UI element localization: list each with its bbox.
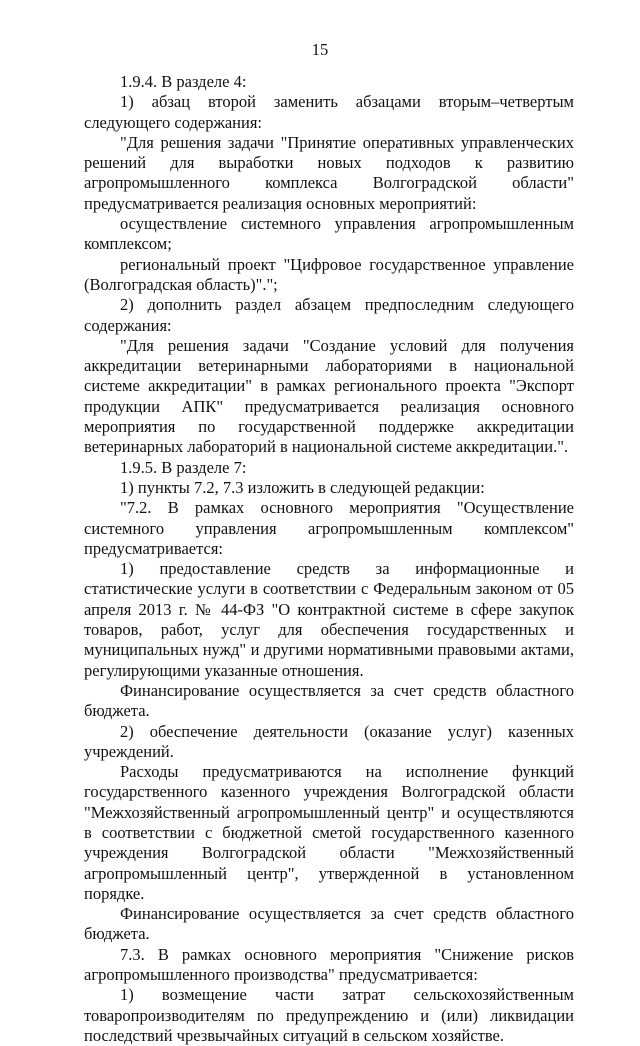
section-heading-7: 1.9.5. В разделе 7: xyxy=(120,457,247,477)
paragraph: "Для решения задачи "Создание условий для получения аккредитации ветеринарными лабораториями в национальной системе аккредитации" в рамках регионального проекта "Экспорт продукции АПК" предусматривается реализация основного мероприятия по государственной поддержке аккредитации ветеринарных лабораторий в национальной системе аккредитации.". xyxy=(84,335,574,457)
paragraph: Финансирование осуществляется за счет средств областного бюджета. xyxy=(84,680,574,721)
page-number: 15 xyxy=(311,40,329,59)
paragraph: "Для решения задачи "Принятие оперативных управленческих решений для выработки новых подходов к развитию агропромышленного комплекса Волгоградской области" предусматривается реализация основных мероприятий: xyxy=(84,132,574,213)
paragraph: "7.2. В рамках основного мероприятия "Осуществление системного управления агропромышленным комплексом" предусматривается: xyxy=(84,498,574,558)
paragraph: 1) пункты 7.2, 7.3 изложить в следующей редакции: xyxy=(120,477,485,497)
paragraph: 1) абзац второй заменить абзацами вторым–четвертым следующего содержания: xyxy=(84,92,574,132)
paragraph: Расходы предусматриваются на исполнение функций государственного казенного учреждения Волгоградской области "Межхозяйственный агропромышленный центр" и осуществляются в соответствии с бюджетной сметой государственного казенного учреждения Волгоградской области "Межхозяйственный агропромышленный центр", утвержденной в установленном порядке. xyxy=(84,762,574,903)
paragraph: Финансирование осуществляется за счет средств областного бюджета. xyxy=(84,904,574,944)
paragraph: региональный проект "Цифровое государственное управление (Волгоградская область)"."; xyxy=(84,254,574,294)
paragraph: 7.3. В рамках основного мероприятия "Снижение рисков агропромышленного производства" предусматривается: xyxy=(84,944,574,985)
paragraph: 2) дополнить раздел абзацем предпоследним следующего содержания: xyxy=(84,295,574,335)
document-body xyxy=(84,72,574,1046)
paragraph: 1) предоставление средств за информационные и статистические услуги в соответствии с Федеральным законом от 05 апреля 2013 г. № 44-ФЗ "О контрактной системе в сфере закупок товаров, работ, услуг для обеспечения государственных и муниципальных нужд" и другими нормативными правовыми актами, регулирующими указанные отношения. xyxy=(84,559,574,680)
paragraph: осуществление системного управления агропромышленным комплексом; xyxy=(84,214,574,254)
section-heading-4: 1.9.4. В разделе 4: xyxy=(120,72,247,91)
paragraph: 2) обеспечение деятельности (оказание услуг) казенных учреждений. xyxy=(84,721,574,761)
paragraph: 1) возмещение части затрат сельскохозяйственным товаропроизводителям по предупреждению и (или) ликвидации последствий чрезвычайных ситуаций в сельском хозяйстве. xyxy=(84,985,574,1045)
